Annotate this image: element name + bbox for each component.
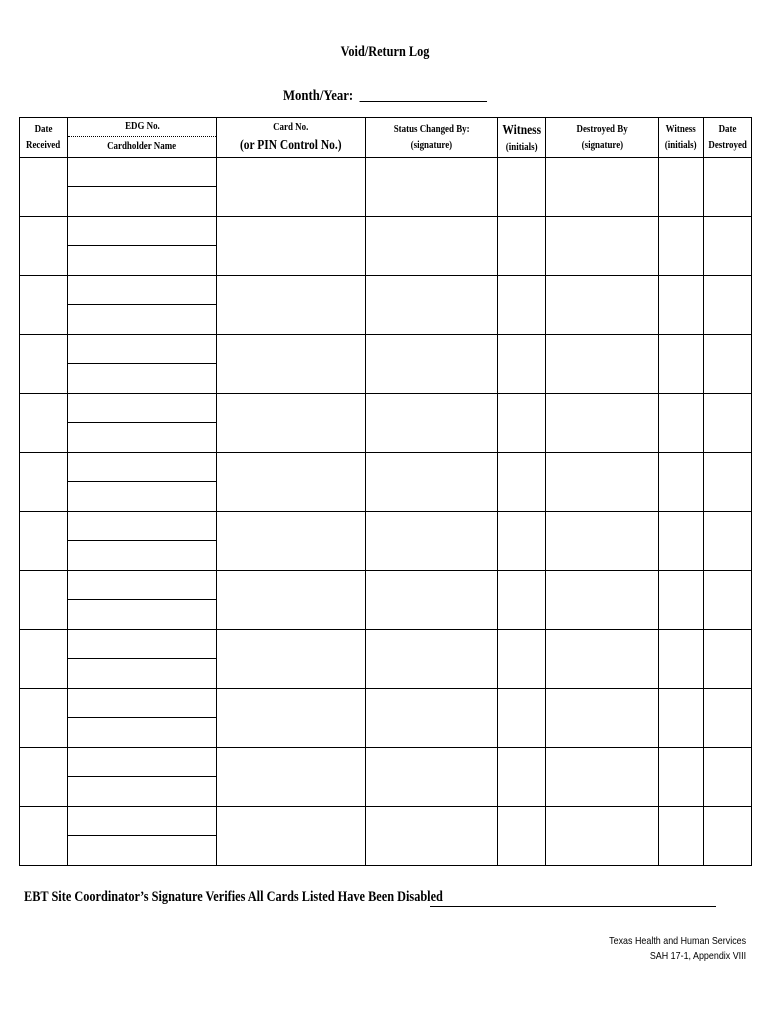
- destroyed-by-cell[interactable]: [546, 453, 659, 512]
- card-no-cell[interactable]: [217, 630, 366, 689]
- edg-no-field[interactable]: [68, 571, 216, 600]
- card-no-cell[interactable]: [217, 748, 366, 807]
- month-year-label: Month/Year:: [282, 88, 354, 104]
- table-row: [20, 689, 752, 748]
- edg-cardholder-cell: [68, 689, 217, 748]
- header-date-received: Date Received: [20, 118, 68, 158]
- status-changed-by-cell[interactable]: [366, 630, 498, 689]
- status-changed-by-cell[interactable]: [366, 807, 498, 866]
- witness-1-cell[interactable]: [498, 807, 546, 866]
- table-row: [20, 158, 752, 217]
- header-destroyed-by: Destroyed By (signature): [546, 118, 659, 158]
- date-received-cell[interactable]: [20, 689, 68, 748]
- edg-no-field[interactable]: [68, 335, 216, 364]
- cardholder-name-field[interactable]: [68, 718, 216, 747]
- destroyed-by-cell[interactable]: [546, 394, 659, 453]
- status-changed-by-cell[interactable]: [366, 689, 498, 748]
- table-header-row: [20, 118, 752, 158]
- witness-1-cell[interactable]: [498, 335, 546, 394]
- cardholder-name-field[interactable]: [68, 777, 216, 806]
- table-row: [20, 394, 752, 453]
- edg-no-field[interactable]: [68, 394, 216, 423]
- date-destroyed-cell[interactable]: [704, 276, 752, 335]
- table-row: [20, 571, 752, 630]
- date-destroyed-cell[interactable]: [704, 453, 752, 512]
- edg-cardholder-cell: [68, 512, 217, 571]
- table-body: [20, 158, 752, 866]
- date-received-cell[interactable]: [20, 571, 68, 630]
- witness-1-cell[interactable]: [498, 748, 546, 807]
- card-no-cell[interactable]: [217, 158, 366, 217]
- status-changed-by-cell[interactable]: [366, 394, 498, 453]
- date-received-cell[interactable]: [20, 217, 68, 276]
- edg-cardholder-cell: [68, 276, 217, 335]
- coordinator-signature-row: [24, 889, 535, 906]
- header-witness-1: Witness (initials): [498, 118, 546, 158]
- date-destroyed-cell[interactable]: [704, 512, 752, 571]
- date-received-cell[interactable]: [20, 453, 68, 512]
- edg-cardholder-cell: [68, 394, 217, 453]
- witness-1-cell[interactable]: [498, 158, 546, 217]
- date-destroyed-cell[interactable]: [704, 689, 752, 748]
- witness-1-cell[interactable]: [498, 394, 546, 453]
- date-received-cell[interactable]: [20, 394, 68, 453]
- cardholder-name-field[interactable]: [68, 364, 216, 393]
- table-row: [20, 807, 752, 866]
- footer-agency: Texas Health and Human Services: [609, 935, 746, 947]
- card-no-cell[interactable]: [217, 394, 366, 453]
- destroyed-by-cell[interactable]: [546, 630, 659, 689]
- edg-no-field[interactable]: [68, 276, 216, 305]
- destroyed-by-cell[interactable]: [546, 571, 659, 630]
- table-row: [20, 512, 752, 571]
- status-changed-by-cell[interactable]: [366, 158, 498, 217]
- header-cardholder-name: Cardholder Name: [107, 141, 177, 152]
- witness-1-cell[interactable]: [498, 276, 546, 335]
- card-no-cell[interactable]: [217, 335, 366, 394]
- footer-reference: SAH 17-1, Appendix VIII: [649, 950, 746, 962]
- edg-cardholder-cell: [68, 158, 217, 217]
- header-card-no: Card No. (or PIN Control No.): [217, 118, 366, 158]
- witness-2-cell[interactable]: [659, 335, 704, 394]
- witness-2-cell[interactable]: [659, 453, 704, 512]
- header-witness-2: Witness (initials): [659, 118, 704, 158]
- date-destroyed-cell[interactable]: [704, 335, 752, 394]
- date-destroyed-cell[interactable]: [704, 748, 752, 807]
- cardholder-name-field[interactable]: [68, 246, 216, 275]
- date-received-cell[interactable]: [20, 276, 68, 335]
- date-destroyed-cell[interactable]: [704, 394, 752, 453]
- status-changed-by-cell[interactable]: [366, 276, 498, 335]
- cardholder-name-field[interactable]: [68, 305, 216, 334]
- status-changed-by-cell[interactable]: [366, 453, 498, 512]
- destroyed-by-cell[interactable]: [546, 512, 659, 571]
- edg-cardholder-cell: [68, 571, 217, 630]
- witness-2-cell[interactable]: [659, 571, 704, 630]
- status-changed-by-cell[interactable]: [366, 571, 498, 630]
- witness-1-cell[interactable]: [498, 512, 546, 571]
- edg-no-field[interactable]: [68, 453, 216, 482]
- edg-no-field[interactable]: [68, 217, 216, 246]
- coordinator-signature-field[interactable]: [430, 906, 716, 907]
- cardholder-name-field[interactable]: [68, 659, 216, 688]
- cardholder-name-field[interactable]: [68, 482, 216, 511]
- edg-cardholder-cell: [68, 748, 217, 807]
- header-status-changed-by: Status Changed By: (signature): [366, 118, 498, 158]
- void-return-log-table: [19, 117, 752, 866]
- card-no-cell[interactable]: [217, 276, 366, 335]
- destroyed-by-cell[interactable]: [546, 748, 659, 807]
- witness-1-cell[interactable]: [498, 571, 546, 630]
- destroyed-by-cell[interactable]: [546, 807, 659, 866]
- edg-cardholder-cell: [68, 335, 217, 394]
- status-changed-by-cell[interactable]: [366, 512, 498, 571]
- edg-no-field[interactable]: [68, 689, 216, 718]
- edg-no-field[interactable]: [68, 748, 216, 777]
- witness-1-cell[interactable]: [498, 689, 546, 748]
- witness-1-cell[interactable]: [498, 217, 546, 276]
- date-received-cell[interactable]: [20, 807, 68, 866]
- date-received-cell[interactable]: [20, 748, 68, 807]
- card-no-cell[interactable]: [217, 217, 366, 276]
- witness-2-cell[interactable]: [659, 807, 704, 866]
- witness-1-cell[interactable]: [498, 453, 546, 512]
- card-no-cell[interactable]: [217, 512, 366, 571]
- table-row: [20, 453, 752, 512]
- header-edg-cardholder: [68, 118, 217, 158]
- card-no-cell[interactable]: [217, 571, 366, 630]
- footer: [585, 934, 746, 964]
- edg-cardholder-cell: [68, 807, 217, 866]
- edg-cardholder-cell: [68, 217, 217, 276]
- table-row: [20, 335, 752, 394]
- coordinator-signature-label: EBT Site Coordinator’s Signature Verifies All Cards Listed Have Been Disabled: [24, 889, 443, 905]
- cardholder-name-field[interactable]: [68, 187, 216, 216]
- destroyed-by-cell[interactable]: [546, 276, 659, 335]
- destroyed-by-cell[interactable]: [546, 217, 659, 276]
- witness-2-cell[interactable]: [659, 217, 704, 276]
- table-row: [20, 276, 752, 335]
- date-destroyed-cell[interactable]: [704, 807, 752, 866]
- month-year-row: [0, 88, 770, 105]
- date-destroyed-cell[interactable]: [704, 571, 752, 630]
- witness-2-cell[interactable]: [659, 276, 704, 335]
- witness-2-cell[interactable]: [659, 630, 704, 689]
- header-date-destroyed: Date Destroyed: [704, 118, 752, 158]
- edg-no-field[interactable]: [68, 512, 216, 541]
- cardholder-name-field[interactable]: [68, 836, 216, 865]
- date-received-cell[interactable]: [20, 335, 68, 394]
- edg-no-field[interactable]: [68, 158, 216, 187]
- card-no-cell[interactable]: [217, 453, 366, 512]
- status-changed-by-cell[interactable]: [366, 748, 498, 807]
- date-received-cell[interactable]: [20, 630, 68, 689]
- date-destroyed-cell[interactable]: [704, 158, 752, 217]
- cardholder-name-field[interactable]: [68, 600, 216, 629]
- month-year-field[interactable]: [360, 101, 488, 102]
- cardholder-name-field[interactable]: [68, 423, 216, 452]
- card-no-cell[interactable]: [217, 807, 366, 866]
- edg-no-field[interactable]: [68, 807, 216, 836]
- witness-1-cell[interactable]: [498, 630, 546, 689]
- cardholder-name-field[interactable]: [68, 541, 216, 570]
- status-changed-by-cell[interactable]: [366, 335, 498, 394]
- date-received-cell[interactable]: [20, 512, 68, 571]
- card-no-cell[interactable]: [217, 689, 366, 748]
- table-row: [20, 217, 752, 276]
- witness-2-cell[interactable]: [659, 748, 704, 807]
- destroyed-by-cell[interactable]: [546, 158, 659, 217]
- page-title: Void/Return Log: [340, 44, 430, 60]
- header-edg-no: EDG No.: [124, 121, 160, 132]
- date-received-cell[interactable]: [20, 158, 68, 217]
- destroyed-by-cell[interactable]: [546, 689, 659, 748]
- destroyed-by-cell[interactable]: [546, 335, 659, 394]
- edg-no-field[interactable]: [68, 630, 216, 659]
- witness-2-cell[interactable]: [659, 158, 704, 217]
- witness-2-cell[interactable]: [659, 512, 704, 571]
- edg-cardholder-cell: [68, 453, 217, 512]
- date-destroyed-cell[interactable]: [704, 217, 752, 276]
- date-destroyed-cell[interactable]: [704, 630, 752, 689]
- witness-2-cell[interactable]: [659, 394, 704, 453]
- table-row: [20, 748, 752, 807]
- table-row: [20, 630, 752, 689]
- status-changed-by-cell[interactable]: [366, 217, 498, 276]
- witness-2-cell[interactable]: [659, 689, 704, 748]
- edg-cardholder-cell: [68, 630, 217, 689]
